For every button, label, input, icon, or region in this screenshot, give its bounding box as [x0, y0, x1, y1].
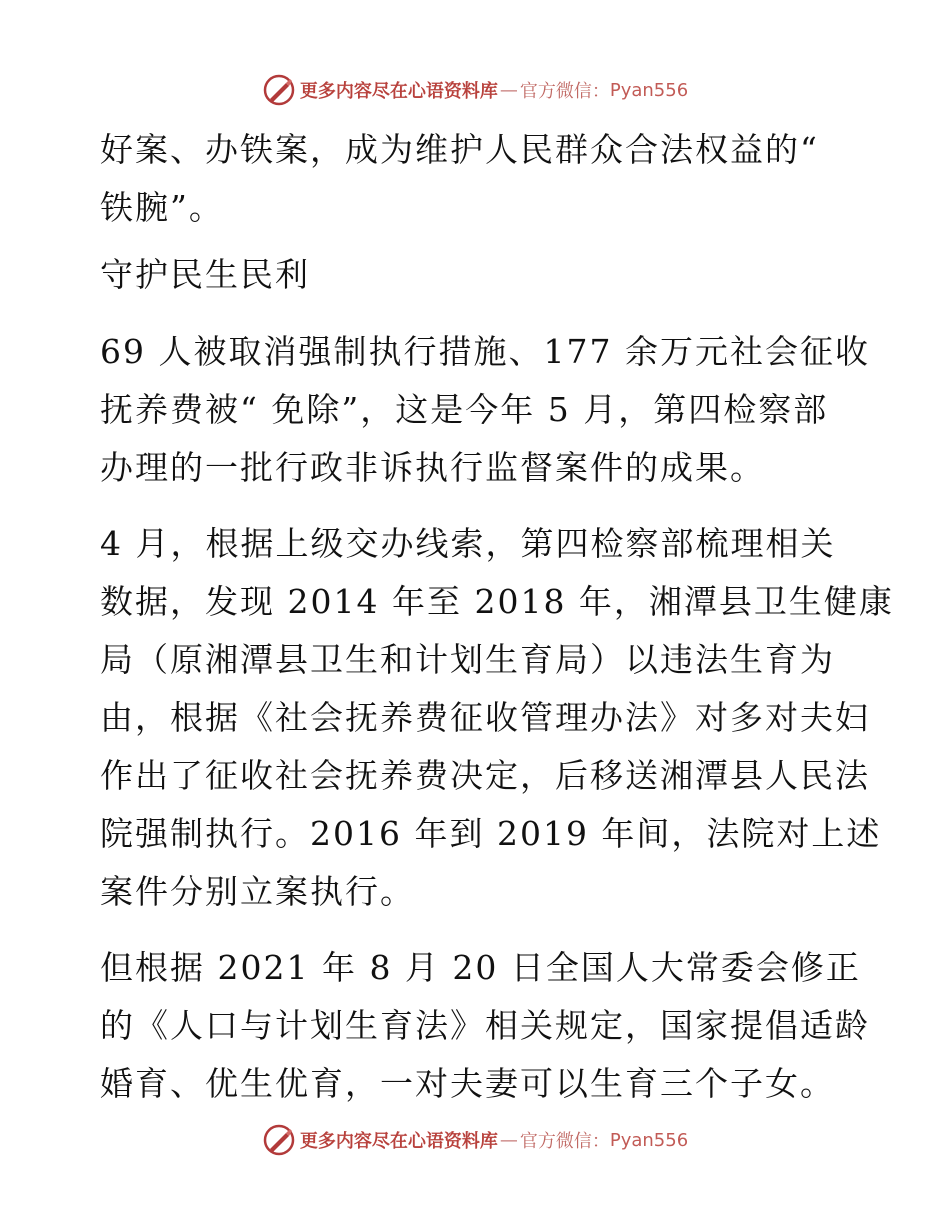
watermark-label: 官方微信：	[519, 1131, 610, 1152]
watermark-wechat-id: Pyan556	[609, 1129, 689, 1151]
pen-logo-icon	[262, 1123, 296, 1157]
watermark-footer	[0, 1122, 950, 1158]
watermark-wechat-id: Pyan556	[609, 79, 689, 101]
body-line: 但根据 2021 年 8 月 20 日全国人大常委会修正	[100, 948, 861, 987]
pen-logo-icon	[262, 73, 296, 107]
body-line: 铁腕”。	[100, 188, 224, 227]
body-line: 局（原湘潭县卫生和计划生育局）以违法生育为	[100, 640, 835, 679]
body-line: 办理的一批行政非诉执行监督案件的成果。	[100, 448, 765, 487]
body-line: 的《人口与计划生育法》相关规定，国家提倡适龄	[100, 1006, 870, 1045]
watermark-dash: —	[499, 79, 518, 101]
body-line: 好案、办铁案，成为维护人民群众合法权益的“	[100, 130, 819, 169]
body-line: 院强制执行。2016 年到 2019 年间，法院对上述	[100, 814, 882, 853]
body-line: 由，根据《社会抚养费征收管理办法》对多对夫妇	[100, 698, 870, 737]
body-line: 作出了征收社会抚养费决定，后移送湘潭县人民法	[100, 756, 870, 795]
watermark-dash: —	[499, 1129, 518, 1151]
watermark-header	[0, 72, 950, 108]
watermark-name: 更多内容尽在心语资料库	[299, 81, 498, 102]
body-line: 婚育、优生优育，一对夫妻可以生育三个子女。	[100, 1064, 835, 1103]
body-line: 4 月，根据上级交办线索，第四检察部梳理相关	[100, 524, 836, 563]
body-line: 案件分别立案执行。	[100, 872, 415, 911]
body-line: 抚养费被“ 免除”，这是今年 5 月，第四检察部	[100, 390, 829, 429]
body-line: 数据，发现 2014 年至 2018 年，湘潭县卫生健康	[100, 582, 894, 621]
body-line: 69 人被取消强制执行措施、177 余万元社会征收	[100, 332, 870, 371]
section-heading: 守护民生民利	[100, 255, 310, 294]
watermark-label: 官方微信：	[519, 81, 610, 102]
watermark-name: 更多内容尽在心语资料库	[299, 1131, 498, 1152]
